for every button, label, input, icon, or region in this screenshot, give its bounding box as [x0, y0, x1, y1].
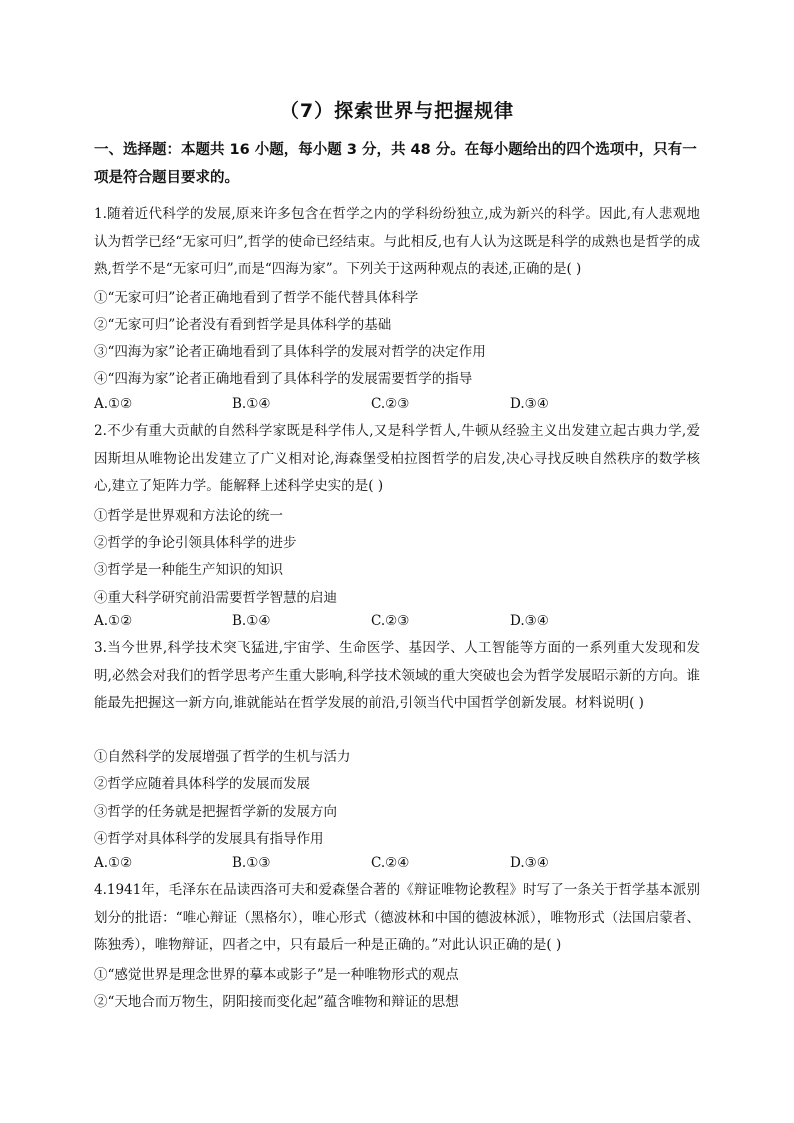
question-2-item-4: ④重大科学研究前沿需要哲学智慧的启迪	[94, 590, 337, 606]
question-1-options	[94, 396, 704, 416]
question-1-item-2: ②“无家可归”论者没有看到哲学是具体科学的基础	[94, 317, 392, 333]
question-3-item-3: ③哲学的任务就是把握哲学新的发展方向	[94, 804, 337, 820]
question-3-item-2: ②哲学应随着具体科学的发展而发展	[94, 776, 310, 792]
question-1-item-4: ④“四海为家”论者正确地看到了具体科学的发展需要哲学的指导	[94, 371, 473, 387]
question-1-item-1: ①“无家可归”论者正确地看到了哲学不能代替具体科学	[94, 290, 419, 306]
question-3-item-1: ①自然科学的发展增强了哲学的生机与活力	[94, 749, 351, 765]
question-3-option-b[interactable]: B.①③	[232, 855, 271, 871]
question-1-option-d[interactable]: D.③④	[510, 396, 549, 412]
question-2-item-1: ①哲学是世界观和方法论的统一	[94, 508, 283, 524]
question-3-stem: 3.当今世界,科学技术突飞猛进,宇宙学、生命医学、基因学、人工智能等方面的一系列重大发现和发明,必然会对我们的哲学思考产生重大影响,科学技术领域的重大突破也会为哲学发展昭示新的方向。谁能最先把握这一新方向,谁就能站在哲学发展的前沿,引领当代中国哲学创新发展。材料说明( )	[94, 640, 700, 711]
question-1-option-c[interactable]: C.②③	[371, 396, 410, 412]
question-4-item-2: ②“天地合而万物生，阴阳接而变化起”蕴含唯物和辩证的思想	[94, 994, 459, 1010]
question-2-option-d[interactable]: D.③④	[510, 613, 549, 629]
question-1-stem: 1.随着近代科学的发展,原来许多包含在哲学之内的学科纷纷独立,成为新兴的科学。因此,有人悲观地认为哲学已经“无家可归”,哲学的使命已经结束。与此相反,也有人认为这既是科学的成熟也是哲学的成熟,哲学不是“无家可归”,而是“四海为家”。下列关于这两种观点的表述,正确的是( )	[94, 206, 700, 277]
page-title: （7）探索世界与把握规律	[279, 100, 515, 122]
question-3-item-4: ④哲学对具体科学的发展具有指导作用	[94, 831, 324, 847]
question-2-options	[94, 613, 704, 633]
question-3-options	[94, 855, 704, 875]
question-3-option-d[interactable]: D.③④	[510, 855, 549, 871]
question-1-option-b[interactable]: B.①④	[232, 396, 271, 412]
question-2-item-2: ②哲学的争论引领具体科学的进步	[94, 535, 297, 551]
question-4-stem: 4.1941年，毛泽东在品读西洛可夫和爱森堡合著的《辩证唯物论教程》时写了一条关于哲学基本派别划分的批语：“唯心辩证（黑格尔），唯心形式（德波林和中国的德波林派），唯物形式（法国启蒙者、陈独秀），唯物辩证，四者之中，只有最后一种是正确的。”对此认识正确的是( )	[94, 882, 700, 953]
question-2-option-b[interactable]: B.①④	[232, 613, 271, 629]
question-1-item-3: ③“四海为家”论者正确地看到了具体科学的发展对哲学的决定作用	[94, 344, 486, 360]
question-1-option-a[interactable]: A.①②	[94, 396, 133, 412]
question-3-option-a[interactable]: A.①②	[94, 855, 133, 871]
question-2-option-c[interactable]: C.②③	[371, 613, 410, 629]
question-2-option-a[interactable]: A.①②	[94, 613, 133, 629]
question-3-option-c[interactable]: C.②④	[371, 855, 410, 871]
section-heading: 一、选择题：本题共 16 小题，每小题 3 分，共 48 分。在每小题给出的四个选项中，只有一项是符合题目要求的。	[94, 142, 697, 186]
question-2-item-3: ③哲学是一种能生产知识的知识	[94, 562, 283, 578]
question-2-stem: 2.不少有重大贡献的自然科学家既是科学伟人,又是科学哲人,牛顿从经验主义出发建立起古典力学,爱因斯坦从唯物论出发建立了广义相对论,海森堡受柏拉图哲学的启发,决心寻找反映自然秩序的数学核心,建立了矩阵力学。能解释上述科学史实的是( )	[94, 423, 700, 494]
question-4-item-1: ①“感觉世界是理念世界的摹本或影子”是一种唯物形式的观点	[94, 967, 459, 983]
